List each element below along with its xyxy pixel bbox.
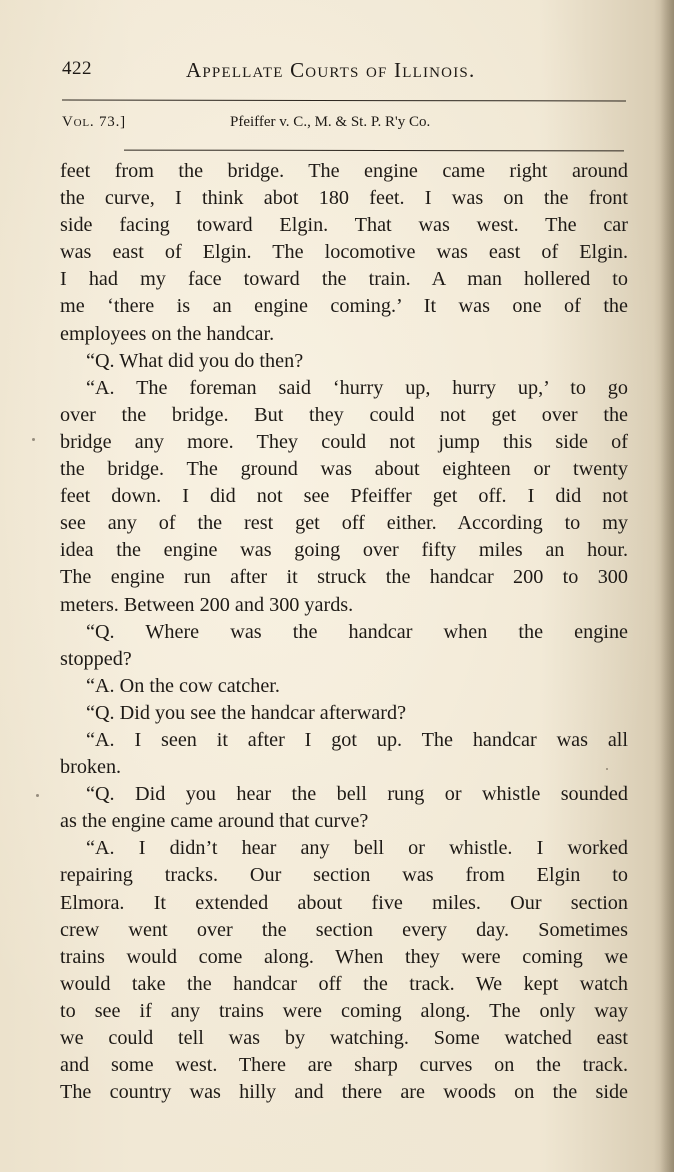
text-line: and some west. There are sharp curves on the track. <box>60 1054 628 1077</box>
text-line: me ‘there is an engine coming.’ It was one of the <box>60 295 628 318</box>
text-line: as the engine came around that curve? <box>60 810 369 833</box>
text-line: meters. Between 200 and 300 yards. <box>60 593 354 616</box>
text-line: “A. I didn’t hear any bell or whistle. I worked <box>86 837 628 860</box>
text-line: see any of the rest get off either. According to my <box>60 512 628 535</box>
text-line: side facing toward Elgin. That was west. The car <box>60 214 628 237</box>
text-line: “A. I seen it after I got up. The handcar was all <box>86 728 628 751</box>
text-line: the curve, I think abot 180 feet. I was on the front <box>60 187 628 210</box>
text-line: stopped? <box>60 647 132 670</box>
running-head <box>62 58 622 88</box>
text-line: employees on the handcar. <box>60 322 275 345</box>
text-line: repairing tracks. Our section was from Elgin to <box>60 864 628 887</box>
paper-speck <box>32 438 35 441</box>
text-line: we could tell was by watching. Some watched east <box>60 1027 628 1049</box>
header-rule <box>62 100 626 102</box>
paper-speck <box>36 794 39 797</box>
text-line: “Q. Did you hear the bell rung or whistle sounded <box>86 783 628 806</box>
text-line: Elmora. It extended about five miles. Our section <box>60 891 628 914</box>
text-line: broken. <box>60 756 122 779</box>
text-line: “A. On the cow catcher. <box>86 674 280 697</box>
text-line: would take the handcar off the track. We kept watch <box>60 972 628 995</box>
running-head-title: Appellate Courts of Illinois. <box>186 58 476 82</box>
page-edge-shadow <box>660 0 674 1172</box>
text-line: over the bridge. But they could not get over the <box>60 403 628 426</box>
text-line: crew went over the section every day. Sometimes <box>60 918 628 941</box>
page-number: 422 <box>62 58 92 79</box>
text-line: The country was hilly and there are woods on the side <box>60 1081 628 1104</box>
volume-label: Vol. 73.] <box>62 114 126 130</box>
text-line: bridge any more. They could not jump this side of <box>60 430 628 453</box>
case-title: Pfeiffer v. C., M. & St. P. R'y Co. <box>230 114 431 130</box>
text-line: “Q. What did you do then? <box>86 349 304 372</box>
text-line: idea the engine was going over fifty miles an hour. <box>60 539 628 562</box>
text-line: feet down. I did not see Pfeiffer get off. I did not <box>60 485 628 508</box>
text-line: to see if any trains were coming along. The only way <box>60 999 628 1022</box>
text-line: feet from the bridge. The engine came right around <box>60 160 628 182</box>
case-line <box>62 114 622 136</box>
body-text <box>60 158 628 1106</box>
text-line: I had my face toward the train. A man hollered to <box>60 268 628 291</box>
text-line: The engine run after it struck the handcar 200 to 300 <box>60 566 628 589</box>
text-line: was east of Elgin. The locomotive was east of Elgin. <box>60 241 628 264</box>
text-line: the bridge. The ground was about eighteen or twenty <box>60 458 628 481</box>
text-line: “Q. Did you see the handcar afterward? <box>86 701 407 724</box>
text-line: trains would come along. When they were coming we <box>60 945 628 968</box>
paper-speck <box>606 768 608 770</box>
text-line: “Q. Where was the handcar when the engine <box>86 620 628 643</box>
case-line-rule <box>124 150 624 152</box>
text-line: “A. The foreman said ‘hurry up, hurry up,’ to go <box>86 376 628 399</box>
